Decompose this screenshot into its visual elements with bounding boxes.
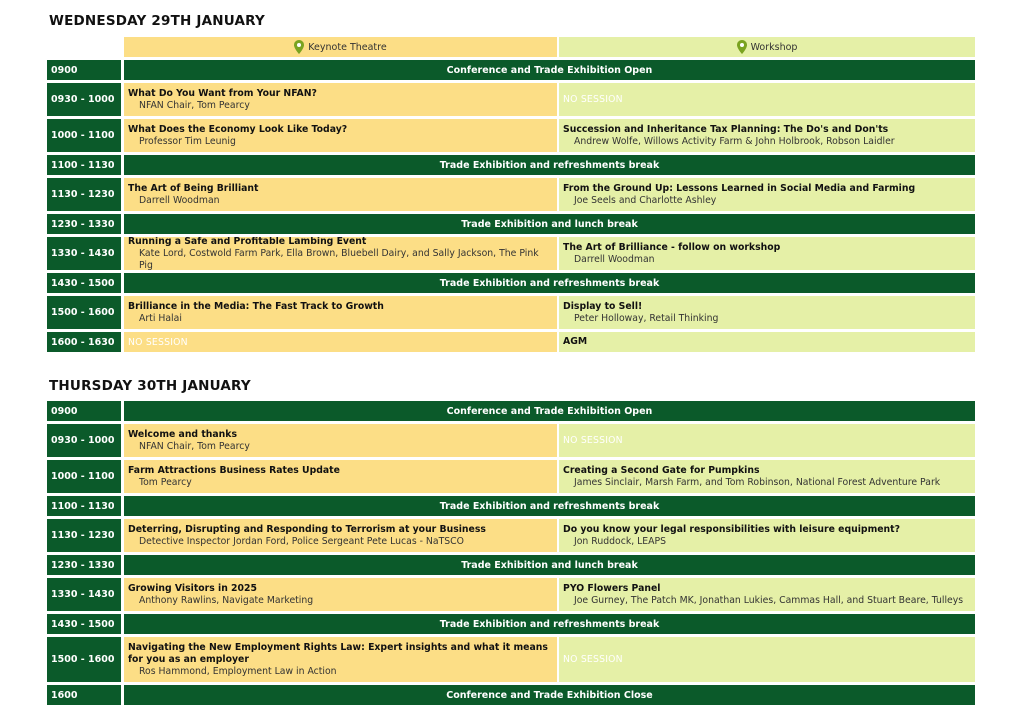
- keynote-session: [124, 519, 557, 552]
- schedule-row: [47, 578, 975, 611]
- schedule-row: [47, 237, 975, 270]
- time-slot: 0930 - 1000: [47, 424, 121, 457]
- workshop-session: [559, 424, 975, 457]
- break-banner: Conference and Trade Exhibition Open: [124, 60, 975, 80]
- session-speaker: Joe Seels and Charlotte Ashley: [574, 194, 717, 206]
- workshop-session: [559, 83, 975, 116]
- time-slot: 1330 - 1430: [47, 578, 121, 611]
- session-title: Navigating the New Employment Rights Law: Expert insights and what it means for you as an employer: [128, 641, 548, 665]
- day1-table: [47, 37, 975, 355]
- session-speaker: Arti Halai: [139, 312, 182, 324]
- session-speaker: Ros Hammond, Employment Law in Action: [139, 665, 337, 677]
- workshop-session: [559, 460, 975, 493]
- no-session-label: NO SESSION: [563, 94, 623, 105]
- no-session-label: NO SESSION: [128, 336, 188, 348]
- keynote-session: [124, 83, 557, 116]
- session-speaker: NFAN Chair, Tom Pearcy: [139, 440, 250, 452]
- session-speaker: James Sinclair, Marsh Farm, and Tom Robinson, National Forest Adventure Park: [574, 476, 941, 488]
- session-title: From the Ground Up: Lessons Learned in Social Media and Farming: [563, 182, 916, 194]
- day1-title: WEDNESDAY 29TH JANUARY: [49, 13, 265, 29]
- time-slot: 1430 - 1500: [47, 614, 121, 634]
- time-slot: 1130 - 1230: [47, 519, 121, 552]
- time-slot: 1100 - 1130: [47, 155, 121, 175]
- time-slot: 1600 - 1630: [47, 332, 121, 352]
- schedule-row: [47, 637, 975, 682]
- time-slot: 1430 - 1500: [47, 273, 121, 293]
- time-slot: 0900: [47, 60, 121, 80]
- schedule-row: [47, 496, 975, 516]
- keynote-session: [124, 296, 557, 329]
- keynote-session: [124, 178, 557, 211]
- schedule-row: [47, 296, 975, 329]
- keynote-session: [124, 460, 557, 493]
- workshop-session: [559, 237, 975, 270]
- no-session-label: NO SESSION: [563, 435, 623, 446]
- break-banner: Trade Exhibition and refreshments break: [124, 496, 975, 516]
- break-banner: Trade Exhibition and lunch break: [124, 214, 975, 234]
- schedule-row: [47, 401, 975, 421]
- time-slot: 1330 - 1430: [47, 237, 121, 270]
- session-speaker: Peter Holloway, Retail Thinking: [574, 312, 719, 324]
- location-pin-icon: [737, 40, 747, 54]
- time-slot: 1230 - 1330: [47, 214, 121, 234]
- break-banner: Conference and Trade Exhibition Close: [124, 685, 975, 705]
- session-speaker: Darrell Woodman: [139, 194, 220, 206]
- session-title: Farm Attractions Business Rates Update: [128, 464, 340, 476]
- schedule-row: [47, 460, 975, 493]
- time-slot: 1100 - 1130: [47, 496, 121, 516]
- day2-title: THURSDAY 30TH JANUARY: [49, 378, 251, 394]
- session-title: Welcome and thanks: [128, 428, 237, 440]
- session-speaker: Darrell Woodman: [574, 253, 655, 265]
- break-banner: Trade Exhibition and refreshments break: [124, 155, 975, 175]
- schedule-row: [47, 519, 975, 552]
- time-slot: 0930 - 1000: [47, 83, 121, 116]
- session-title: Do you know your legal responsibilities with leisure equipment?: [563, 523, 901, 535]
- session-title: The Art of Brilliance - follow on workshop: [563, 241, 781, 253]
- keynote-session: [124, 578, 557, 611]
- session-speaker: Anthony Rawlins, Navigate Marketing: [139, 594, 314, 606]
- time-slot: 1130 - 1230: [47, 178, 121, 211]
- session-speaker: Jon Ruddock, LEAPS: [574, 535, 667, 547]
- schedule-row: [47, 614, 975, 634]
- workshop-header-label: Workshop: [750, 41, 798, 53]
- time-slot: 1500 - 1600: [47, 637, 121, 682]
- session-title: Running a Safe and Profitable Lambing Event: [128, 237, 367, 247]
- session-title: What Does the Economy Look Like Today?: [128, 123, 348, 135]
- column-header-row: [47, 37, 975, 57]
- keynote-session: [124, 332, 557, 352]
- schedule-row: [47, 83, 975, 116]
- workshop-session: [559, 578, 975, 611]
- schedule-row: [47, 273, 975, 293]
- schedule-row: [47, 119, 975, 152]
- session-title: AGM: [563, 336, 588, 347]
- session-title: Display to Sell!: [563, 300, 643, 312]
- session-title: The Art of Being Brilliant: [128, 182, 259, 194]
- time-slot: 1600: [47, 685, 121, 705]
- session-speaker: Andrew Wolfe, Willows Activity Farm & John Holbrook, Robson Laidler: [574, 135, 895, 147]
- keynote-session: [124, 424, 557, 457]
- schedule-row: [47, 214, 975, 234]
- time-slot: 1000 - 1100: [47, 460, 121, 493]
- session-speaker: Joe Gurney, The Patch MK, Jonathan Lukies, Cammas Hall, and Stuart Beare, Tulleys: [574, 594, 964, 606]
- session-speaker: Kate Lord, Costwold Farm Park, Ella Brown, Bluebell Dairy, and Sally Jackson, The Pink Pig: [139, 247, 539, 270]
- session-title: Brilliance in the Media: The Fast Track to Growth: [128, 300, 384, 312]
- schedule-row: [47, 60, 975, 80]
- keynote-header: [124, 37, 557, 57]
- workshop-session: [559, 178, 975, 211]
- time-slot: 1230 - 1330: [47, 555, 121, 575]
- session-title: Growing Visitors in 2025: [128, 582, 257, 594]
- time-slot: 0900: [47, 401, 121, 421]
- workshop-header: [559, 37, 975, 57]
- keynote-session: [124, 637, 557, 682]
- workshop-session: [559, 119, 975, 152]
- schedule-row: [47, 332, 975, 352]
- session-title: Deterring, Disrupting and Responding to Terrorism at your Business: [128, 523, 486, 535]
- session-title: PYO Flowers Panel: [563, 582, 661, 594]
- keynote-session: [124, 119, 557, 152]
- session-title: Succession and Inheritance Tax Planning: The Do's and Don'ts: [563, 123, 889, 135]
- break-banner: Conference and Trade Exhibition Open: [124, 401, 975, 421]
- break-banner: Trade Exhibition and refreshments break: [124, 273, 975, 293]
- session-title: Creating a Second Gate for Pumpkins: [563, 464, 760, 476]
- workshop-session: [559, 637, 975, 682]
- schedule-row: [47, 424, 975, 457]
- time-slot: 1000 - 1100: [47, 119, 121, 152]
- session-speaker: Tom Pearcy: [139, 476, 192, 488]
- session-title: What Do You Want from Your NFAN?: [128, 87, 317, 99]
- location-pin-icon: [294, 40, 304, 54]
- schedule-row: [47, 155, 975, 175]
- keynote-session: [124, 237, 557, 270]
- time-slot: 1500 - 1600: [47, 296, 121, 329]
- workshop-session: [559, 332, 975, 352]
- session-speaker: Professor Tim Leunig: [139, 135, 236, 147]
- session-speaker: NFAN Chair, Tom Pearcy: [139, 99, 250, 111]
- workshop-session: [559, 296, 975, 329]
- schedule-row: [47, 178, 975, 211]
- day2-table: [47, 401, 975, 708]
- keynote-header-label: Keynote Theatre: [308, 41, 387, 53]
- session-speaker: Detective Inspector Jordan Ford, Police Sergeant Pete Lucas - NaTSCO: [139, 535, 464, 547]
- no-session-label: NO SESSION: [563, 654, 623, 665]
- workshop-session: [559, 519, 975, 552]
- break-banner: Trade Exhibition and refreshments break: [124, 614, 975, 634]
- break-banner: Trade Exhibition and lunch break: [124, 555, 975, 575]
- schedule-row: [47, 685, 975, 705]
- schedule-row: [47, 555, 975, 575]
